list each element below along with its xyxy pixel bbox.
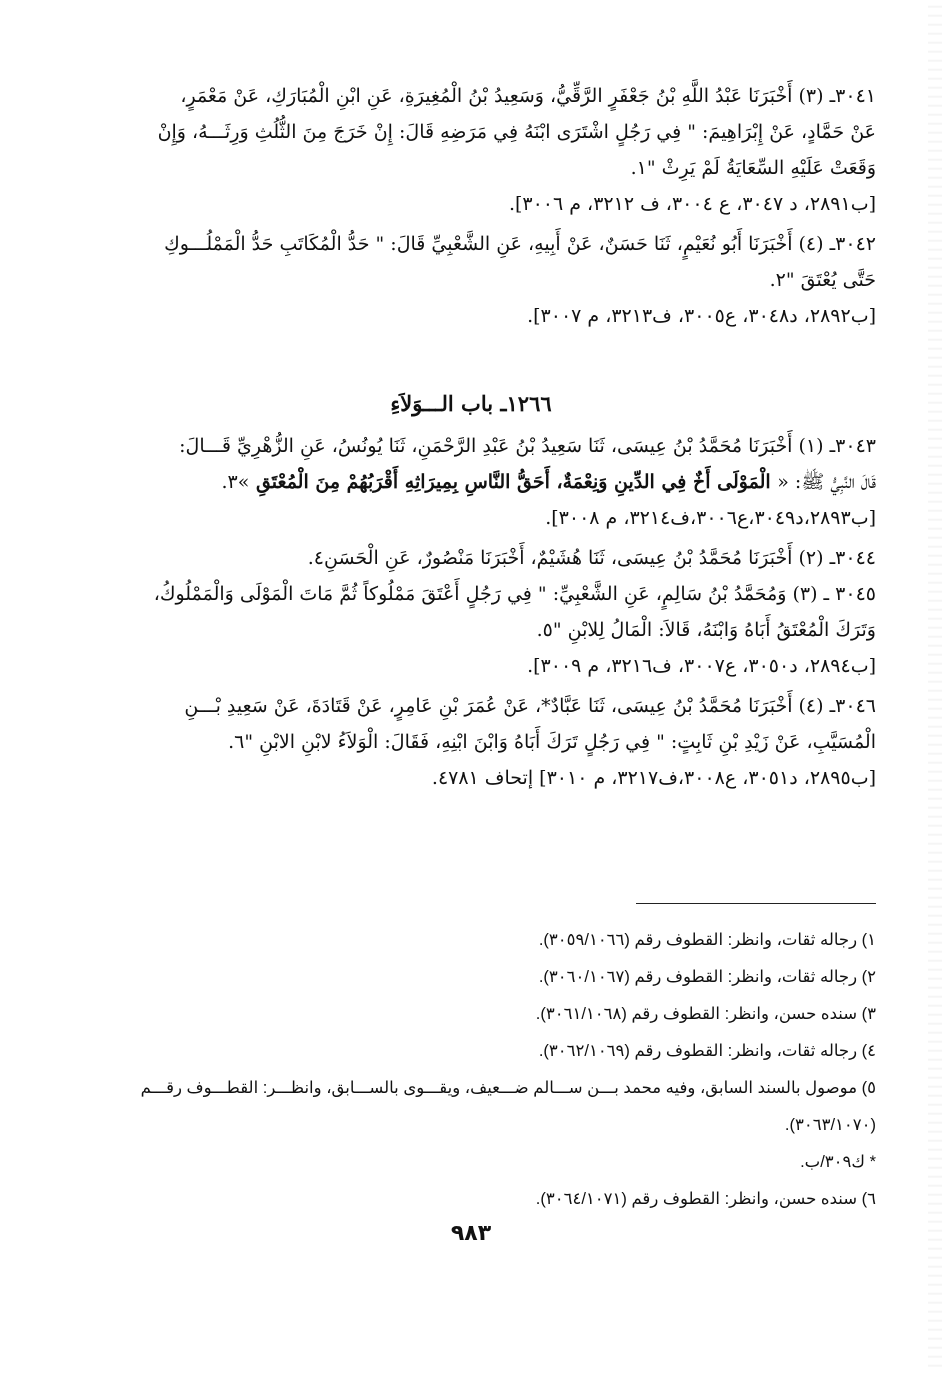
hadith-3045-line-2: وَتَرَكَ الْمُعْتَقُ أَبَاهُ وَابْنَهُ، قَالاَ: الْمَالُ لِلابْنِ "٥. (536, 619, 876, 641)
hadith-3042-line-2: حَتَّى يُعْتَقَ "٢. (769, 269, 876, 291)
hadith-3045-reference: [ب٢٨٩٤، د٣٠٥٠، ع٣٠٠٧، ف٣٢١٦، م ٣٠٠٩]. (527, 655, 876, 677)
hadith-3042-line-1: ٣٠٤٢ـ (٤) أَخْبَرَنَا أَبُو نُعَيْمٍ، ثَنَا حَسَنٌ، عَنْ أَبِيهِ، عَنِ الشَّعْبِيِّ قَالَ: " حَدُّ الْمُكَاتَبِ حَدُّ الْمَمْلُـــوكِ (164, 233, 876, 255)
hadith-3043-suffix: »٣. (221, 471, 250, 493)
footnote-2: ٢) رجاله ثقات، وانظر: القطوف رقم (٣٠٦٠/١٠٦٧). (538, 968, 876, 986)
hadith-3044-line-1: ٣٠٤٤ـ (٢) أَخْبَرَنَا مُحَمَّدُ بْنُ عِيسَى، ثَنَا هُشَيْمٌ، أَخْبَرَنَا مَنْصُورٌ، عَنِ الْحَسَنِ٤. (307, 547, 876, 569)
footnote-3: ٣) سنده حسن، وانظر: القطوف رقم (٣٠٦١/١٠٦٨). (535, 1005, 876, 1023)
page-edge-scan-artifact (928, 0, 942, 1373)
hadith-3042-reference: [ب٢٨٩٢، د٣٠٤٨، ع٣٠٠٥، ف٣٢١٣، م ٣٠٠٧]. (527, 305, 876, 327)
hadith-3046-line-1: ٣٠٤٦ـ (٤) أَخْبَرَنَا مُحَمَّدُ بْنُ عِيسَى، ثَنَا عَبَّادٌ*، عَنْ عُمَرَ بْنِ عَامِرٍ، عَنْ قَتَادَةَ، عَنْ سَعِيدِ بْـــنِ (184, 695, 876, 717)
page-number: ٩٨٣ (450, 1221, 492, 1246)
hadith-3046-reference: [ب٢٨٩٥، د٣٠٥١، ع٣٠٠٨،ف٣٢١٧، م ٣٠١٠] إتحاف ٤٧٨١. (431, 767, 876, 789)
footnote-4: ٤) رجاله ثقات، وانظر: القطوف رقم (٣٠٦٢/١٠٦٩). (538, 1042, 876, 1060)
footnote-star: * ك٣٠٩/ب. (800, 1153, 876, 1171)
hadith-3041-line-3: وَقَعَتْ عَلَيْهِ السِّعَايَةُ لَمْ يَرِثْ "١. (630, 157, 876, 179)
hadith-3046-line-2: الْمُسَيَّبِ، عَنْ زَيْدِ بْنِ ثَابِتٍ: " فِي رَجُلٍ تَرَكَ أَبَاهُ وَابْنَ ابْنِهِ، فَقَالَ: الْوَلاَءُ لابْنِ الابْنِ "٦. (228, 731, 876, 753)
hadith-3045-line-1: ٣٠٤٥ ـ (٣) وَمُحَمَّدُ بْنُ سَالِمٍ، عَنِ الشَّعْبِيِّ: " فِي رَجُلٍ أَعْتَقَ مَمْلُوكاً ثُمَّ مَاتَ الْمَوْلَى وَالْمَمْلُوكُ، (153, 583, 876, 605)
hadith-3043-prefix: قَالَ النَّبِيُّ ﷺ: « (777, 471, 876, 493)
footnote-5-line-2: (٣٠٦٣/١٠٧٠). (784, 1116, 876, 1134)
hadith-3041-reference: [ب٢٨٩١، د ٣٠٤٧، ع ٣٠٠٤، ف ٣٢١٢، م ٣٠٠٦]. (508, 193, 876, 215)
main-text (66, 78, 876, 800)
footnote-1: ١) رجاله ثقات، وانظر: القطوف رقم (٣٠٥٩/١٠٦٦). (538, 931, 876, 949)
hadith-3041-line-2: عَنْ حَمَّادٍ، عَنْ إِبْرَاهِيمَ: " فِي رَجُلٍ اشْتَرَى ابْنَهُ فِي مَرَضِهِ قَالَ: إِنْ خَرَجَ مِنَ الثُّلُثِ وَرِثَـــهُ، وَإِنْ (157, 121, 876, 143)
hadith-3043-matn: الْمَوْلَى أَخٌ فِي الدِّينِ وَنِعْمَةٌ، أَحَقُّ النَّاسِ بِمِيرَاثِهِ أَقْرَبُهُمْ مِنَ الْمُعْتَقِ (249, 471, 778, 493)
footnotes (66, 922, 876, 1218)
hadith-3043-line-2 (66, 464, 876, 500)
hadith-3043-reference: [ب٢٨٩٣،د٣٠٤٩،ع٣٠٠٦،ف٣٢١٤، م ٣٠٠٨]. (545, 507, 876, 529)
hadith-3041-line-1: ٣٠٤١ـ (٣) أَخْبَرَنَا عَبْدُ اللَّهِ بْنُ جَعْفَرٍ الرَّقِّيُّ، وَسَعِيدُ بْنُ الْمُغِيرَةِ، عَنِ ابْنِ الْمُبَارَكِ، عَنْ مَعْمَرٍ، (180, 85, 876, 107)
chapter-heading: ١٢٦٦ـ باب الـــوَلاَءِ (390, 391, 552, 416)
hadith-3043-line-1: ٣٠٤٣ـ (١) أَخْبَرَنَا مُحَمَّدُ بْنُ عِيسَى، ثَنَا سَعِيدُ بْنُ عَبْدِ الرَّحْمَنِ، ثَنَا يُونُسُ، عَنِ الزُّهْرِيِّ قَـــالَ: (179, 435, 876, 457)
footnote-5-line-1: ٥) موصول بالسند السابق، وفيه محمد بـــن ســـالم ضـــعيف، ويقـــوى بالســـابق، وانظـــر: القطـــوف رقـــم (140, 1079, 876, 1097)
footnote-divider (636, 903, 876, 904)
footnote-6: ٦) سنده حسن، وانظر: القطوف رقم (٣٠٦٤/١٠٧١). (535, 1190, 876, 1208)
